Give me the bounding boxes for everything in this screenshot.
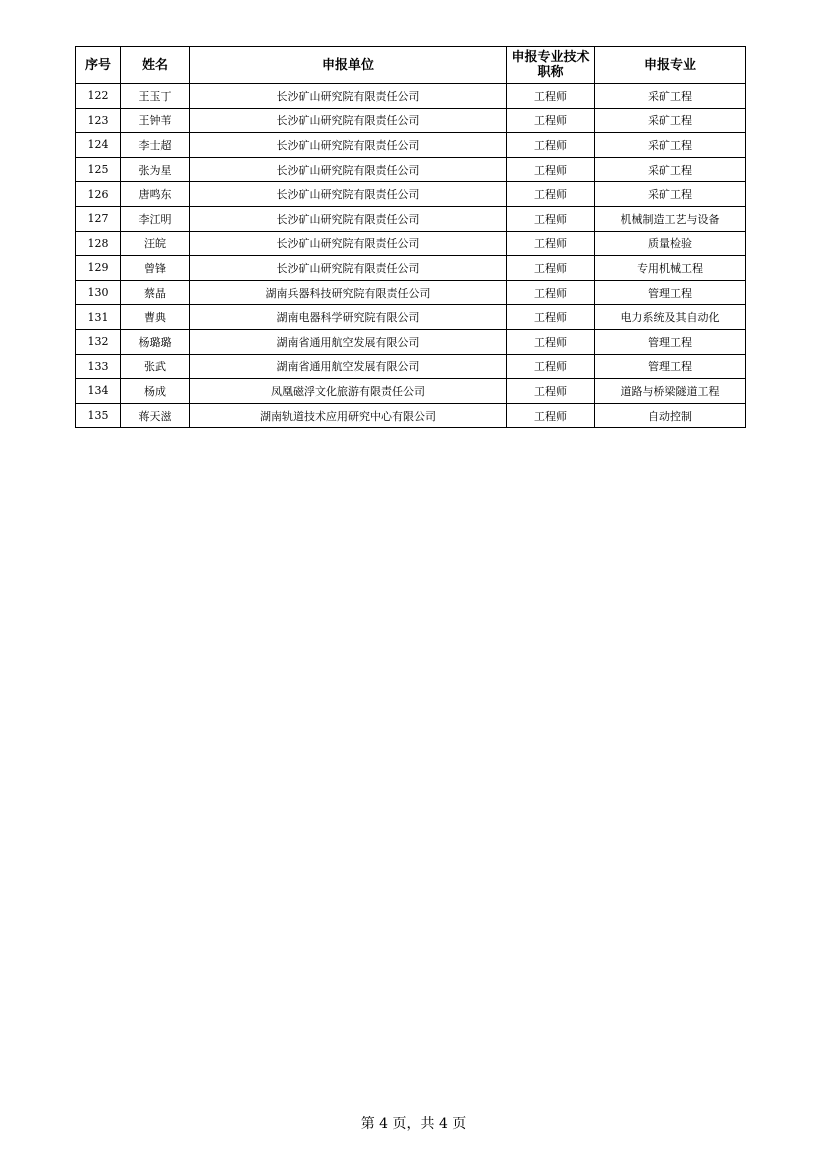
applicant-table [75,46,746,428]
cell-major: 管理工程 [595,280,746,305]
cell-seq: 132 [76,329,121,354]
cell-title: 工程师 [507,354,595,379]
cell-major: 采矿工程 [595,182,746,207]
cell-unit: 长沙矿山研究院有限责任公司 [190,231,507,256]
cell-seq: 122 [76,84,121,109]
cell-name: 王玉丁 [121,84,190,109]
cell-name: 王钟苇 [121,108,190,133]
cell-title: 工程师 [507,182,595,207]
cell-title: 工程师 [507,329,595,354]
cell-unit: 湖南轨道技术应用研究中心有限公司 [190,403,507,428]
cell-seq: 131 [76,305,121,330]
table-row [76,182,746,207]
cell-unit: 长沙矿山研究院有限责任公司 [190,182,507,207]
table-row [76,256,746,281]
cell-title: 工程师 [507,305,595,330]
cell-seq: 123 [76,108,121,133]
table-row [76,280,746,305]
cell-seq: 133 [76,354,121,379]
table-row [76,206,746,231]
cell-title: 工程师 [507,256,595,281]
cell-name: 李江明 [121,206,190,231]
cell-name: 杨璐璐 [121,329,190,354]
table-row [76,133,746,158]
cell-title: 工程师 [507,231,595,256]
cell-seq: 134 [76,379,121,404]
cell-major: 采矿工程 [595,157,746,182]
table-row [76,305,746,330]
table-row [76,354,746,379]
cell-name: 曾锋 [121,256,190,281]
table-row [76,379,746,404]
cell-unit: 长沙矿山研究院有限责任公司 [190,206,507,231]
table-row [76,84,746,109]
cell-name: 蒋天滋 [121,403,190,428]
cell-unit: 长沙矿山研究院有限责任公司 [190,256,507,281]
cell-unit: 湖南兵器科技研究院有限责任公司 [190,280,507,305]
cell-major: 自动控制 [595,403,746,428]
cell-seq: 124 [76,133,121,158]
cell-unit: 长沙矿山研究院有限责任公司 [190,133,507,158]
cell-title: 工程师 [507,379,595,404]
cell-title: 工程师 [507,280,595,305]
cell-title: 工程师 [507,108,595,133]
cell-name: 张为星 [121,157,190,182]
cell-seq: 128 [76,231,121,256]
cell-unit: 长沙矿山研究院有限责任公司 [190,157,507,182]
cell-seq: 125 [76,157,121,182]
header-seq: 序号 [76,47,121,84]
cell-unit: 湖南省通用航空发展有限公司 [190,329,507,354]
cell-major: 道路与桥梁隧道工程 [595,379,746,404]
table-row [76,157,746,182]
cell-name: 唐鸣东 [121,182,190,207]
cell-seq: 126 [76,182,121,207]
cell-title: 工程师 [507,157,595,182]
cell-major: 采矿工程 [595,108,746,133]
cell-major: 电力系统及其自动化 [595,305,746,330]
header-major: 申报专业 [595,47,746,84]
cell-name: 杨成 [121,379,190,404]
cell-title: 工程师 [507,84,595,109]
header-name: 姓名 [121,47,190,84]
cell-name: 汪皖 [121,231,190,256]
table-body [76,84,746,428]
cell-title: 工程师 [507,403,595,428]
cell-major: 质量检验 [595,231,746,256]
cell-unit: 湖南电器科学研究院有限公司 [190,305,507,330]
cell-major: 管理工程 [595,329,746,354]
cell-unit: 长沙矿山研究院有限责任公司 [190,108,507,133]
cell-unit: 凤凰磁浮文化旅游有限责任公司 [190,379,507,404]
cell-major: 专用机械工程 [595,256,746,281]
cell-seq: 127 [76,206,121,231]
cell-seq: 130 [76,280,121,305]
cell-major: 采矿工程 [595,84,746,109]
cell-unit: 湖南省通用航空发展有限公司 [190,354,507,379]
cell-seq: 129 [76,256,121,281]
cell-unit: 长沙矿山研究院有限责任公司 [190,84,507,109]
header-unit: 申报单位 [190,47,507,84]
table-row [76,329,746,354]
cell-title: 工程师 [507,206,595,231]
cell-name: 李士超 [121,133,190,158]
header-title: 申报专业技术职称 [507,47,595,84]
table-row [76,108,746,133]
cell-title: 工程师 [507,133,595,158]
cell-name: 曹典 [121,305,190,330]
table-header-row [76,47,746,84]
cell-name: 张武 [121,354,190,379]
cell-seq: 135 [76,403,121,428]
cell-major: 采矿工程 [595,133,746,158]
cell-major: 管理工程 [595,354,746,379]
table-row [76,231,746,256]
cell-name: 蔡晶 [121,280,190,305]
applicant-table-sheet [75,46,745,428]
table-row [76,403,746,428]
page-footer: 第 4 页，共 4 页 [360,1116,467,1132]
cell-major: 机械制造工艺与设备 [595,206,746,231]
